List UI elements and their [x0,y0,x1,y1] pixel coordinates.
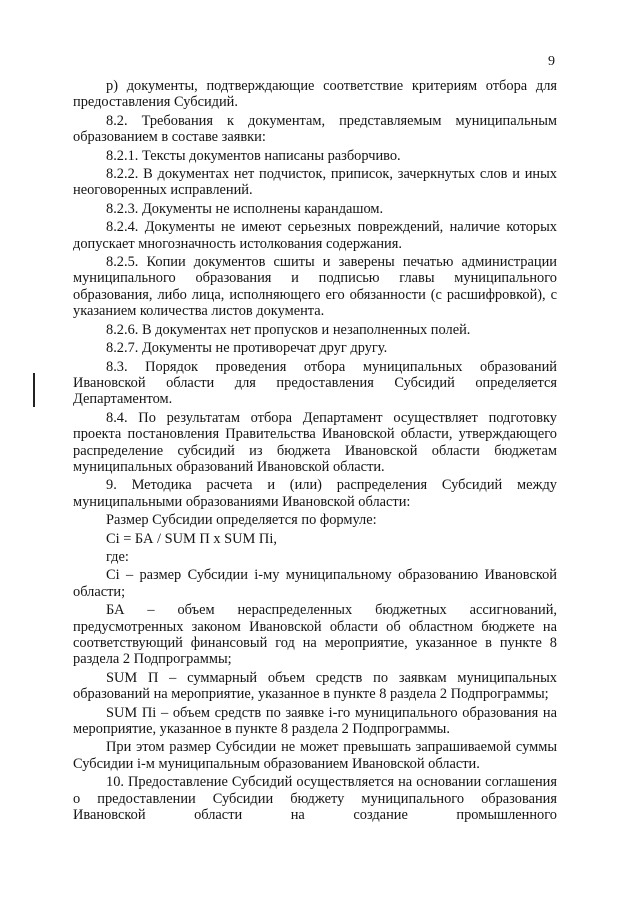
paragraph: 8.2.7. Документы не противоречат друг другу. [106,340,388,357]
paragraph: 8.2.4. Документы не имеют серьезных повреждений, наличие которых допускает многозначность истолкования содержания. [73,219,557,252]
paragraph: 8.2. Требования к документам, представляемым муниципальным образованием в составе заявки: [73,112,557,146]
paragraph: 8.3. Порядок проведения отбора муниципальных образований Ивановской области для предоставления Субсидий определяется Департаментом. [73,358,557,408]
paragraph: 8.2.2. В документах нет подчисток, приписок, зачеркнутых слов и иных неоговоренных исправлений. [73,166,557,199]
page-number: 9 [548,54,555,69]
paragraph: Размер Субсидии определяется по формуле: [106,512,377,529]
paragraph: 9. Методика расчета и (или) распределения Субсидий между муниципальными образованиями Ивановской области: [73,477,557,510]
paragraph: 10. Предоставление Субсидий осуществляется на основании соглашения о предоставлении Субсидии бюджету муниципального образования Ивановской области на создание промышленного [73,774,557,824]
paragraph: При этом размер Субсидии не может превышать запрашиваемой суммы Субсидии i-м муниципальным образованием Ивановской области. [73,739,557,772]
paragraph: 8.2.3. Документы не исполнены карандашом. [106,200,384,217]
formula: Ci = БА / SUM П x SUM Пi, [106,530,277,547]
definition: SUM П – суммарный объем средств по заявкам муниципальных образований на мероприятие, указанное в пункте 8 раздела 2 Подпрограммы; [73,669,557,703]
definition: Ci – размер Субсидии i-му муниципальному образованию Ивановской области; [73,567,557,600]
paragraph: 8.4. По результатам отбора Департамент осуществляет подготовку проекта постановления Правительства Ивановской области, утверждающего распределение субсидий из бюджета Ивановской области бюджетам муниципальных образований Ивановской области. [73,409,557,475]
margin-mark [33,373,35,407]
paragraph: 8.2.1. Тексты документов написаны разборчиво. [106,147,401,164]
paragraph: где: [106,548,129,565]
definition: SUM Пi – объем средств по заявке i-го муниципального образования на мероприятие, указанное в пункте 8 раздела 2 Подпрограммы. [73,704,557,738]
paragraph: р) документы, подтверждающие соответствие критериям отбора для предоставления Субсидий. [73,78,557,111]
paragraph: 8.2.5. Копии документов сшиты и заверены печатью администрации муниципального образования и подписью главы муниципального образования, либо лица, исполняющего его обязанности (с расшифровкой), с указанием количества листов документа. [73,254,557,320]
document-body [73,78,557,825]
definition: БА – объем нераспределенных бюджетных ассигнований, предусмотренных законом Ивановской области об областном бюджете на соответствующий финансовый год на мероприятие, указанное в пункте 8 раздела 2 Подпрограммы; [73,602,557,668]
paragraph: 8.2.6. В документах нет пропусков и незаполненных полей. [106,321,471,338]
